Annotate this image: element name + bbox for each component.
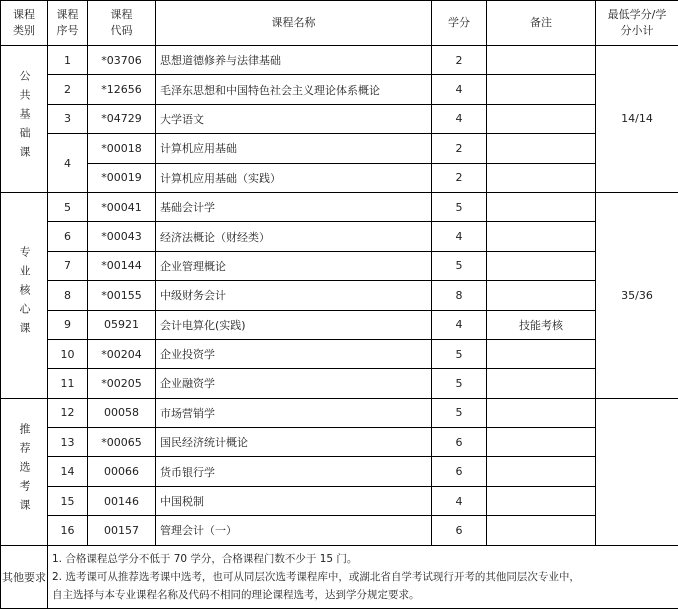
table-row (1, 310, 678, 339)
remark-cell (487, 281, 596, 310)
code-cell: *00204 (88, 339, 156, 368)
code-cell: 00066 (88, 457, 156, 486)
name-cell: 毛泽东思想和中国特色社会主义理论体系概论 (156, 75, 432, 104)
name-cell: 基础会计学 (156, 192, 432, 221)
remark-cell (487, 46, 596, 75)
credits-cell: 4 (432, 75, 487, 104)
table-row (1, 339, 678, 368)
group-total-elective (596, 398, 678, 545)
remark-cell (487, 163, 596, 192)
seq-cell: 15 (48, 486, 88, 515)
credits-cell: 5 (432, 398, 487, 427)
code-cell: *12656 (88, 75, 156, 104)
seq-cell: 16 (48, 516, 88, 545)
code-cell: *00018 (88, 134, 156, 163)
header-name: 课程名称 (156, 1, 432, 46)
remark-cell (487, 428, 596, 457)
remark-cell (487, 369, 596, 398)
table-row (1, 369, 678, 398)
seq-cell: 10 (48, 339, 88, 368)
seq-cell: 13 (48, 428, 88, 457)
header-min: 最低学分/学分小计 (596, 1, 678, 46)
credits-cell: 5 (432, 192, 487, 221)
credits-cell: 2 (432, 163, 487, 192)
seq-cell: 4 (48, 134, 88, 193)
remark-cell (487, 251, 596, 280)
table-row (1, 163, 678, 192)
credits-cell: 4 (432, 222, 487, 251)
header-seq: 课程序号 (48, 1, 88, 46)
table-row (1, 46, 678, 75)
code-cell: 00146 (88, 486, 156, 515)
credits-cell: 5 (432, 339, 487, 368)
credits-cell: 2 (432, 134, 487, 163)
credits-cell: 6 (432, 428, 487, 457)
seq-cell: 8 (48, 281, 88, 310)
code-cell: *00019 (88, 163, 156, 192)
credits-cell: 6 (432, 457, 487, 486)
code-cell: *00065 (88, 428, 156, 457)
name-cell: 会计电算化(实践) (156, 310, 432, 339)
table-row (1, 486, 678, 515)
credits-cell: 5 (432, 251, 487, 280)
seq-cell: 3 (48, 104, 88, 133)
name-cell: 中国税制 (156, 486, 432, 515)
remark-cell (487, 75, 596, 104)
code-cell: *03706 (88, 46, 156, 75)
note-line: 2. 选考课可从推荐选考课中选考，也可从同层次选考课程库中，或湖北省自学考试现行开考的其他同层次专业中， (52, 570, 580, 583)
remark-cell (487, 457, 596, 486)
table-row (1, 281, 678, 310)
code-cell: *00155 (88, 281, 156, 310)
name-cell: 计算机应用基础（实践） (156, 163, 432, 192)
seq-cell: 14 (48, 457, 88, 486)
seq-cell: 12 (48, 398, 88, 427)
remark-cell (487, 486, 596, 515)
code-cell: 00157 (88, 516, 156, 545)
note-line: 自主选择与本专业课程名称及代码不相同的理论课程选考，达到学分规定要求。 (52, 588, 420, 601)
remark-cell (487, 339, 596, 368)
code-cell: 05921 (88, 310, 156, 339)
table-row (1, 104, 678, 133)
header-category: 课程类别 (1, 1, 48, 46)
name-cell: 国民经济统计概论 (156, 428, 432, 457)
name-cell: 经济法概论（财经类） (156, 222, 432, 251)
seq-cell: 1 (48, 46, 88, 75)
seq-cell: 5 (48, 192, 88, 221)
header-row (1, 1, 678, 46)
category-cell-core: 专业核心课 (1, 192, 48, 398)
remark-cell (487, 222, 596, 251)
name-cell: 货币银行学 (156, 457, 432, 486)
seq-cell: 6 (48, 222, 88, 251)
credits-cell: 4 (432, 104, 487, 133)
credits-cell: 8 (432, 281, 487, 310)
name-cell: 中级财务会计 (156, 281, 432, 310)
credits-cell: 6 (432, 516, 487, 545)
code-cell: *00041 (88, 192, 156, 221)
name-cell: 大学语文 (156, 104, 432, 133)
table-row (1, 75, 678, 104)
footer-notes (48, 545, 678, 608)
name-cell: 思想道德修养与法律基础 (156, 46, 432, 75)
code-cell: 00058 (88, 398, 156, 427)
name-cell: 计算机应用基础 (156, 134, 432, 163)
seq-cell: 7 (48, 251, 88, 280)
table-row (1, 134, 678, 163)
footer-row (1, 545, 678, 608)
remark-cell (487, 516, 596, 545)
credits-cell: 2 (432, 46, 487, 75)
table-row (1, 222, 678, 251)
header-code: 课程代码 (88, 1, 156, 46)
header-remark: 备注 (487, 1, 596, 46)
seq-cell: 9 (48, 310, 88, 339)
category-cell-public: 公共基础课 (1, 46, 48, 193)
remark-cell: 技能考核 (487, 310, 596, 339)
name-cell: 管理会计（一） (156, 516, 432, 545)
name-cell: 企业管理概论 (156, 251, 432, 280)
remark-cell (487, 192, 596, 221)
footer-label: 其他要求 (1, 545, 48, 608)
group-total-public: 14/14 (596, 46, 678, 193)
credits-cell: 4 (432, 486, 487, 515)
credits-cell: 4 (432, 310, 487, 339)
table-row (1, 428, 678, 457)
table-row (1, 192, 678, 221)
code-cell: *04729 (88, 104, 156, 133)
remark-cell (487, 104, 596, 133)
code-cell: *00043 (88, 222, 156, 251)
code-cell: *00205 (88, 369, 156, 398)
seq-cell: 11 (48, 369, 88, 398)
code-cell: *00144 (88, 251, 156, 280)
table-row (1, 398, 678, 427)
note-line: 1. 合格课程总学分不低于 70 学分，合格课程门数不少于 15 门。 (52, 552, 358, 565)
header-credits: 学分 (432, 1, 487, 46)
category-cell-elective: 推荐选考课 (1, 398, 48, 545)
remark-cell (487, 398, 596, 427)
table-row (1, 457, 678, 486)
name-cell: 企业投资学 (156, 339, 432, 368)
table-row (1, 251, 678, 280)
seq-cell: 2 (48, 75, 88, 104)
name-cell: 市场营销学 (156, 398, 432, 427)
remark-cell (487, 134, 596, 163)
name-cell: 企业融资学 (156, 369, 432, 398)
table-row (1, 516, 678, 545)
credits-cell: 5 (432, 369, 487, 398)
group-total-core: 35/36 (596, 192, 678, 398)
